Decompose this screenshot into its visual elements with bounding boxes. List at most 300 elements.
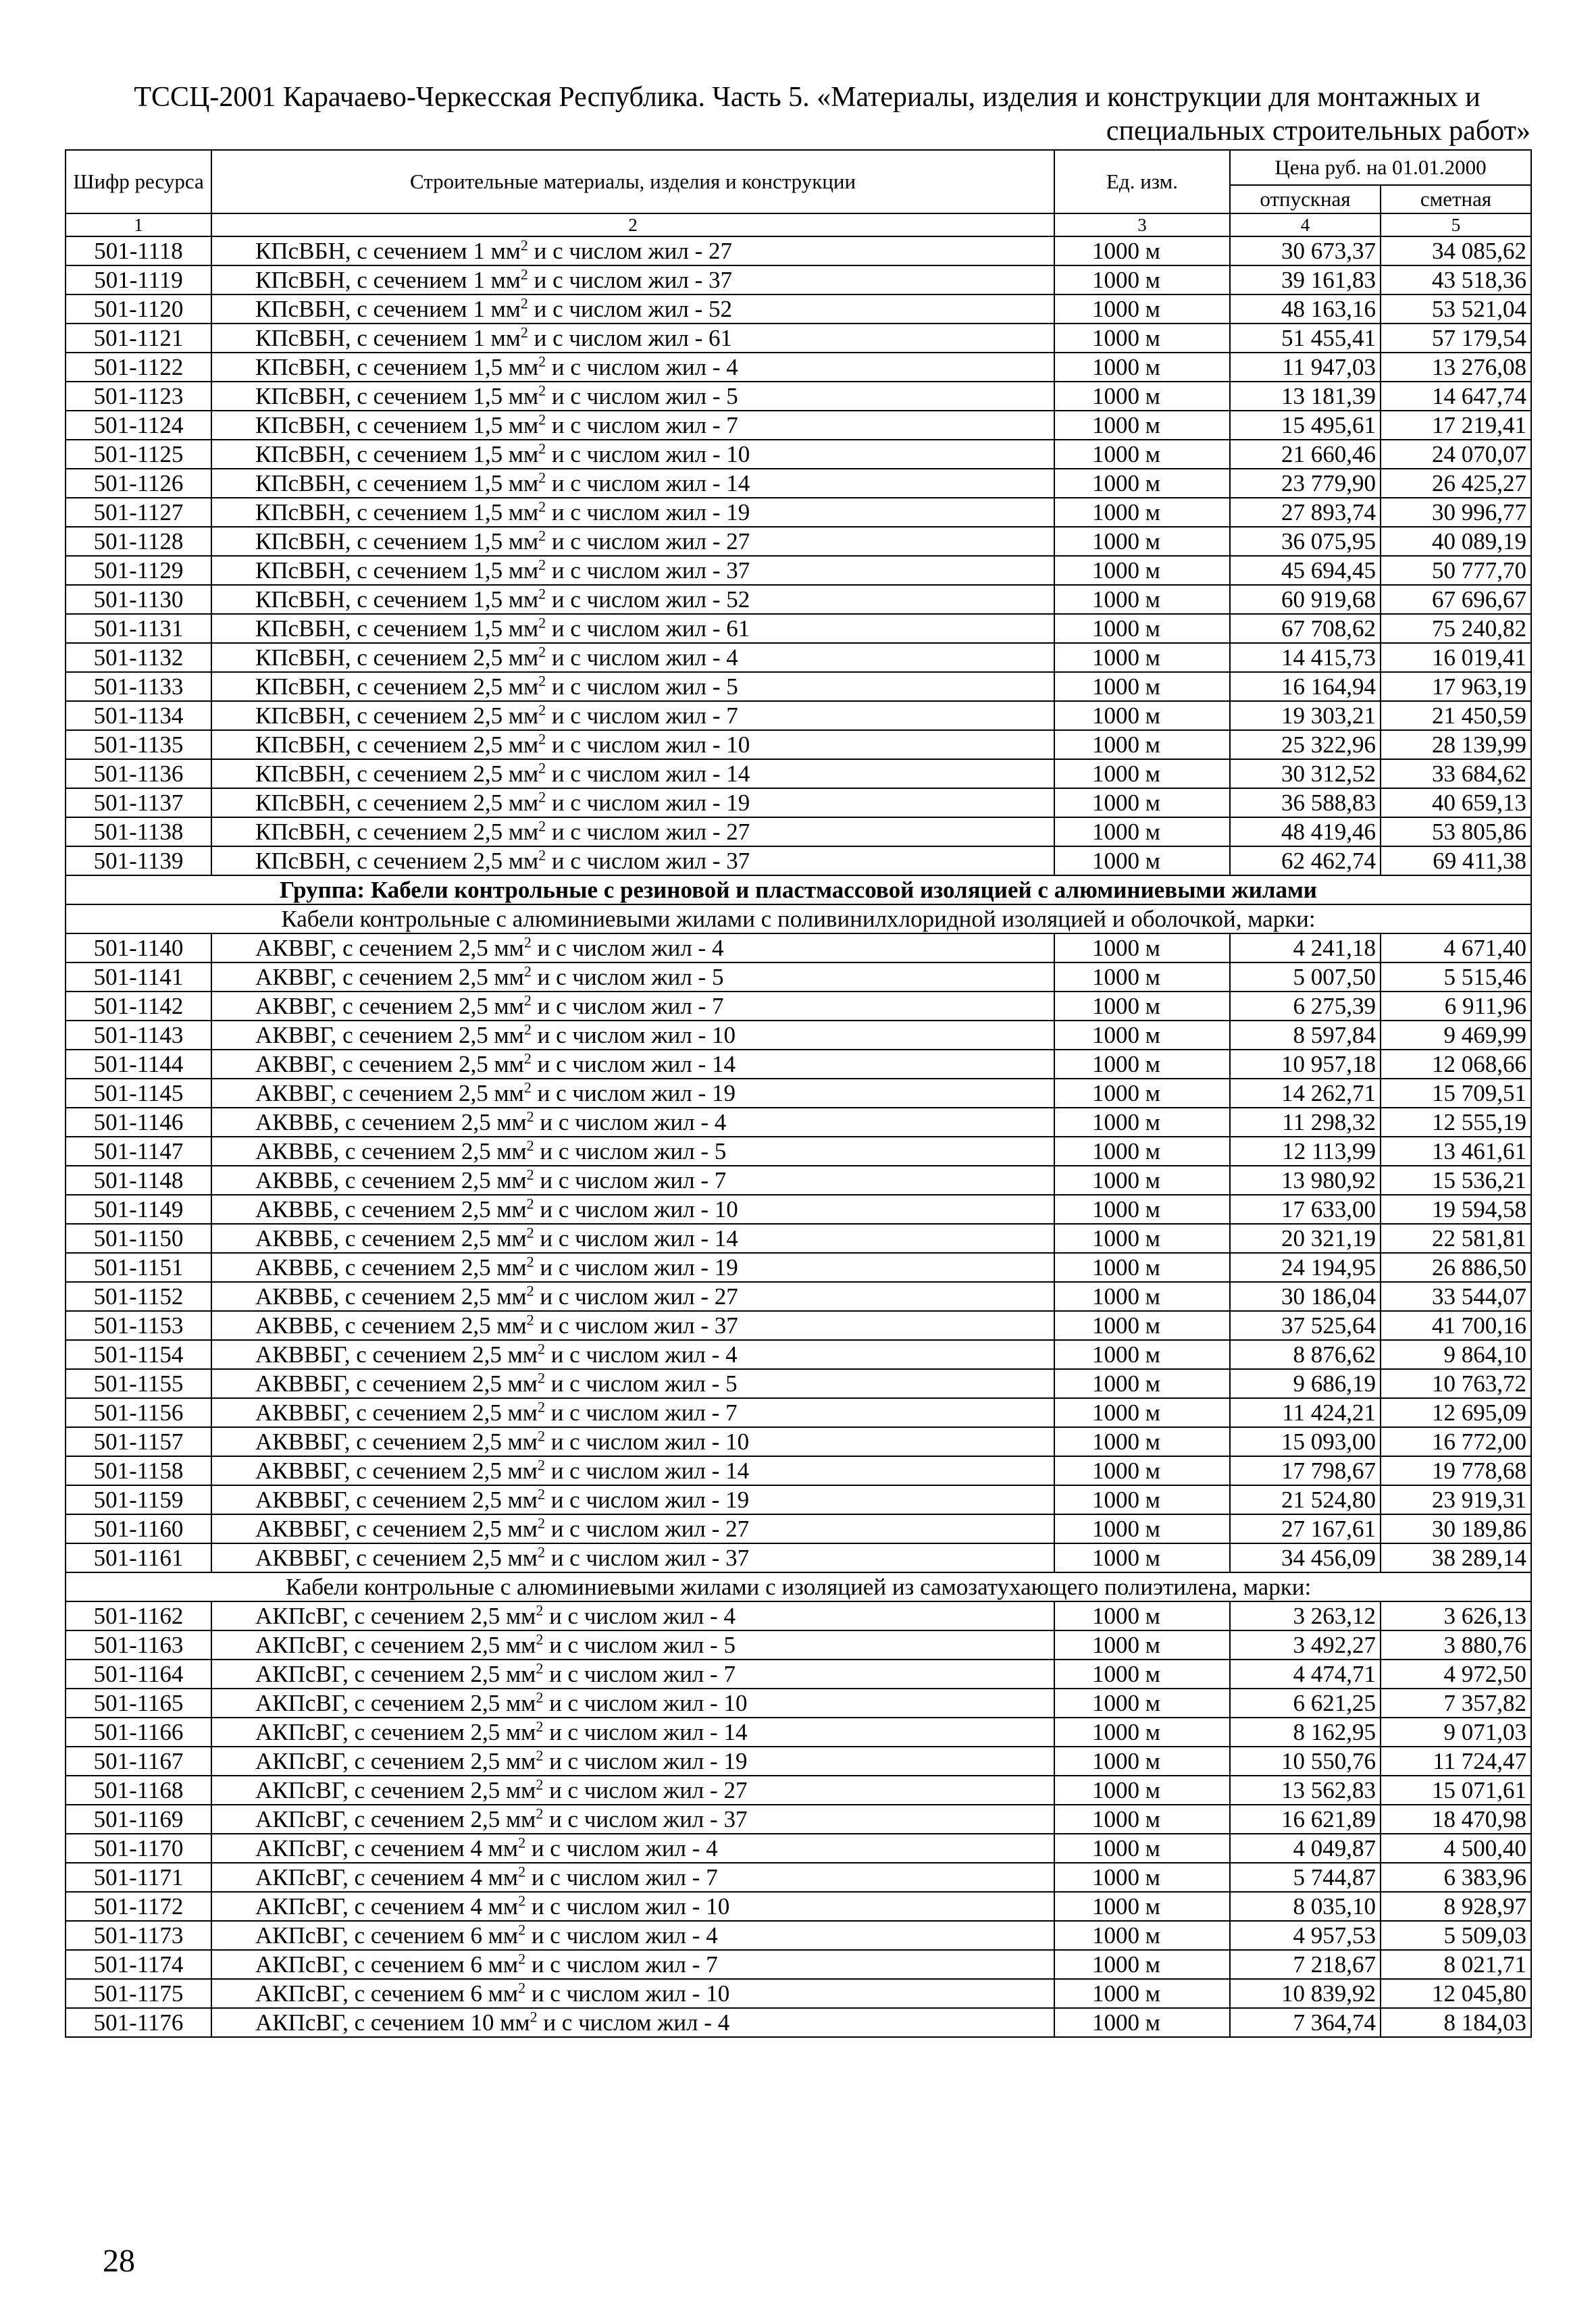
wholesale-price: 5 007,50 — [1230, 962, 1381, 992]
cores-count: 7 — [706, 1951, 718, 1978]
material-name — [211, 469, 1054, 498]
square-superscript: 2 — [537, 1456, 545, 1473]
square-superscript: 2 — [538, 498, 546, 515]
material-name — [211, 1282, 1054, 1311]
material-name — [211, 1369, 1054, 1398]
cores-label: и с числом жил - — [525, 1834, 706, 1861]
estimate-price: 5 509,03 — [1381, 1921, 1531, 1950]
cores-label: и с числом жил - — [544, 1428, 726, 1455]
square-superscript: 2 — [520, 294, 528, 311]
unit: 1000 м — [1054, 353, 1230, 382]
cores-count: 61 — [709, 324, 732, 351]
resource-code: 501-1148 — [66, 1166, 211, 1195]
material-name-text: КПсВБН, с сечением 1,5 мм — [255, 557, 539, 584]
square-superscript: 2 — [526, 1195, 534, 1212]
table-row — [66, 585, 1531, 614]
square-superscript: 2 — [520, 265, 528, 282]
wholesale-price: 62 462,74 — [1230, 846, 1381, 875]
cores-count: 14 — [714, 1225, 738, 1252]
unit: 1000 м — [1054, 846, 1230, 875]
table-row — [66, 1485, 1531, 1514]
material-name — [211, 1543, 1054, 1572]
cores-count: 4 — [714, 1108, 727, 1135]
unit: 1000 м — [1054, 236, 1230, 265]
material-name-text: АКПсВГ, с сечением 2,5 мм — [255, 1747, 536, 1774]
estimate-price: 26 886,50 — [1381, 1253, 1531, 1282]
unit: 1000 м — [1054, 701, 1230, 730]
cores-count: 52 — [709, 295, 732, 322]
wholesale-price: 5 744,87 — [1230, 1863, 1381, 1892]
cores-count: 61 — [726, 615, 750, 642]
material-name-text: АКВВГ, с сечением 2,5 мм — [255, 1050, 524, 1077]
estimate-price: 9 071,03 — [1381, 1718, 1531, 1747]
square-superscript: 2 — [526, 1253, 534, 1270]
material-name-text: АКВВГ, с сечением 2,5 мм — [255, 963, 524, 990]
resource-code: 501-1173 — [66, 1921, 211, 1950]
resource-code: 501-1121 — [66, 324, 211, 353]
material-name-text: АКПсВГ, с сечением 10 мм — [255, 2009, 530, 2036]
estimate-price: 67 696,67 — [1381, 585, 1531, 614]
estimate-price: 4 500,40 — [1381, 1834, 1531, 1863]
square-superscript: 2 — [538, 701, 546, 718]
material-name — [211, 2008, 1054, 2037]
unit: 1000 м — [1054, 1805, 1230, 1834]
cores-count: 37 — [726, 847, 750, 874]
cores-label: и с числом жил - — [546, 731, 727, 758]
resource-code: 501-1136 — [66, 759, 211, 788]
estimate-price: 9 469,99 — [1381, 1021, 1531, 1050]
material-name — [211, 1166, 1054, 1195]
table-row — [66, 469, 1531, 498]
cores-count: 4 — [726, 353, 738, 380]
material-name-text: АКПсВГ, с сечением 2,5 мм — [255, 1660, 536, 1687]
wholesale-price: 36 588,83 — [1230, 788, 1381, 817]
unit: 1000 м — [1054, 1456, 1230, 1485]
table-row — [66, 1747, 1531, 1776]
material-name-text: КПсВБН, с сечением 1,5 мм — [255, 469, 539, 496]
material-name-text: КПсВБН, с сечением 1,5 мм — [255, 528, 539, 555]
table-row — [66, 353, 1531, 382]
header-name: Строительные материалы, изделия и конструкции — [211, 150, 1054, 213]
table-row — [66, 817, 1531, 846]
square-superscript: 2 — [518, 1950, 526, 1967]
header-wholesale: отпускная — [1230, 185, 1381, 213]
resource-code: 501-1154 — [66, 1340, 211, 1369]
estimate-price: 16 772,00 — [1381, 1427, 1531, 1456]
estimate-price: 10 763,72 — [1381, 1369, 1531, 1398]
table-row — [66, 1137, 1531, 1166]
material-name-text: АКВВБ, с сечением 2,5 мм — [255, 1283, 527, 1310]
estimate-price: 23 919,31 — [1381, 1485, 1531, 1514]
square-superscript: 2 — [538, 759, 546, 776]
square-superscript: 2 — [538, 846, 546, 863]
estimate-price: 12 555,19 — [1381, 1108, 1531, 1137]
square-superscript: 2 — [538, 817, 546, 834]
resource-code: 501-1126 — [66, 469, 211, 498]
wholesale-price: 27 167,61 — [1230, 1514, 1381, 1543]
cores-label: и с числом жил - — [546, 440, 727, 467]
cores-count: 7 — [711, 992, 724, 1019]
table-row — [66, 1224, 1531, 1253]
cores-label: и с числом жил - — [546, 847, 727, 874]
estimate-price: 17 963,19 — [1381, 672, 1531, 701]
table-row — [66, 1253, 1531, 1282]
unit: 1000 м — [1054, 1282, 1230, 1311]
cores-label: и с числом жил - — [544, 1544, 726, 1571]
material-name — [211, 1514, 1054, 1543]
wholesale-price: 39 161,83 — [1230, 265, 1381, 294]
unit: 1000 м — [1054, 1718, 1230, 1747]
wholesale-price: 15 093,00 — [1230, 1427, 1381, 1456]
material-name — [211, 1427, 1054, 1456]
resource-code: 501-1153 — [66, 1311, 211, 1340]
resource-code: 501-1167 — [66, 1747, 211, 1776]
resource-code: 501-1120 — [66, 294, 211, 324]
unit: 1000 м — [1054, 759, 1230, 788]
material-name — [211, 1340, 1054, 1369]
material-name — [211, 643, 1054, 672]
estimate-price: 34 085,62 — [1381, 236, 1531, 265]
cores-count: 10 — [726, 731, 750, 758]
estimate-price: 4 671,40 — [1381, 933, 1531, 962]
material-name — [211, 1747, 1054, 1776]
wholesale-price: 17 798,67 — [1230, 1456, 1381, 1485]
wholesale-price: 67 708,62 — [1230, 614, 1381, 643]
cores-label: и с числом жил - — [527, 295, 709, 322]
material-name-text: АКВВБГ, с сечением 2,5 мм — [255, 1544, 538, 1571]
material-name-text: АКПсВГ, с сечением 2,5 мм — [255, 1718, 536, 1745]
unit: 1000 м — [1054, 1689, 1230, 1718]
resource-code: 501-1166 — [66, 1718, 211, 1747]
unit: 1000 м — [1054, 1137, 1230, 1166]
cores-label: и с числом жил - — [544, 1515, 726, 1542]
cores-count: 14 — [723, 1718, 748, 1745]
unit: 1000 м — [1054, 1021, 1230, 1050]
unit: 1000 м — [1054, 672, 1230, 701]
unit: 1000 м — [1054, 1485, 1230, 1514]
material-name — [211, 730, 1054, 759]
table-row — [66, 933, 1531, 962]
wholesale-price: 16 164,94 — [1230, 672, 1381, 701]
group-heading-row — [66, 875, 1531, 904]
estimate-price: 41 700,16 — [1381, 1311, 1531, 1340]
material-name-text: АКПсВГ, с сечением 6 мм — [255, 1922, 519, 1949]
material-name-text: КПсВБН, с сечением 1,5 мм — [255, 586, 539, 613]
wholesale-price: 3 492,27 — [1230, 1630, 1381, 1660]
square-superscript: 2 — [523, 933, 532, 950]
wholesale-price: 13 562,83 — [1230, 1776, 1381, 1805]
table-row — [66, 1805, 1531, 1834]
square-superscript: 2 — [526, 1166, 534, 1183]
wholesale-price: 45 694,45 — [1230, 556, 1381, 585]
unit: 1000 м — [1054, 1630, 1230, 1660]
resource-code: 501-1176 — [66, 2008, 211, 2037]
table-row — [66, 1601, 1531, 1630]
resource-code: 501-1128 — [66, 527, 211, 556]
resource-code: 501-1170 — [66, 1834, 211, 1863]
square-superscript: 2 — [523, 992, 532, 1008]
resource-code: 501-1157 — [66, 1427, 211, 1456]
unit: 1000 м — [1054, 1950, 1230, 1979]
table-row — [66, 962, 1531, 992]
cores-label: и с числом жил - — [546, 789, 727, 816]
unit: 1000 м — [1054, 962, 1230, 992]
unit: 1000 м — [1054, 1224, 1230, 1253]
cores-count: 4 — [711, 934, 724, 961]
wholesale-price: 34 456,09 — [1230, 1543, 1381, 1572]
material-name-text: АКВВГ, с сечением 2,5 мм — [255, 1079, 524, 1106]
table-row — [66, 1456, 1531, 1485]
cores-label: и с числом жил - — [546, 411, 727, 438]
unit: 1000 м — [1054, 469, 1230, 498]
cores-label: и с числом жил - — [534, 1254, 715, 1281]
resource-code: 501-1131 — [66, 614, 211, 643]
material-name-text: КПсВБН, с сечением 2,5 мм — [255, 673, 539, 700]
resource-code: 501-1172 — [66, 1892, 211, 1921]
resource-code: 501-1135 — [66, 730, 211, 759]
square-superscript: 2 — [536, 1805, 544, 1822]
cores-label: и с числом жил - — [546, 673, 727, 700]
wholesale-price: 4 957,53 — [1230, 1921, 1381, 1950]
resource-code: 501-1150 — [66, 1224, 211, 1253]
cores-label: и с числом жил - — [534, 1137, 715, 1164]
estimate-price: 3 626,13 — [1381, 1601, 1531, 1630]
estimate-price: 50 777,70 — [1381, 556, 1531, 585]
resource-code: 501-1152 — [66, 1282, 211, 1311]
cores-count: 37 — [726, 557, 750, 584]
unit: 1000 м — [1054, 1253, 1230, 1282]
cores-label: и с числом жил - — [525, 1893, 706, 1920]
table-row — [66, 701, 1531, 730]
material-name — [211, 1979, 1054, 2008]
estimate-price: 16 019,41 — [1381, 643, 1531, 672]
material-name — [211, 1050, 1054, 1079]
table-row — [66, 1776, 1531, 1805]
resource-code: 501-1127 — [66, 498, 211, 527]
resource-code: 501-1165 — [66, 1689, 211, 1718]
estimate-price: 4 972,50 — [1381, 1660, 1531, 1689]
table-row — [66, 1282, 1531, 1311]
unit: 1000 м — [1054, 440, 1230, 469]
estimate-price: 6 911,96 — [1381, 992, 1531, 1021]
material-name-text: КПсВБН, с сечением 1,5 мм — [255, 498, 539, 525]
cores-label: и с числом жил - — [537, 2009, 718, 2036]
material-name-text: КПсВБН, с сечением 1,5 мм — [255, 615, 539, 642]
cores-label: и с числом жил - — [527, 266, 709, 293]
square-superscript: 2 — [538, 411, 546, 428]
material-name-text: АКПсВГ, с сечением 2,5 мм — [255, 1631, 536, 1658]
header-price: Цена руб. на 01.01.2000 — [1230, 150, 1531, 185]
table-row — [66, 1311, 1531, 1340]
cores-count: 5 — [714, 1137, 727, 1164]
material-name-text: АКВВБ, с сечением 2,5 мм — [255, 1108, 527, 1135]
material-name-text: КПсВБН, с сечением 1 мм — [255, 266, 521, 293]
cores-count: 4 — [723, 1602, 736, 1629]
table-row — [66, 498, 1531, 527]
unit: 1000 м — [1054, 933, 1230, 962]
document-title: ТССЦ-2001 Карачаево-Черкесская Республика. Часть 5. «Материалы, изделия и конструкции для монтажных и — [134, 82, 1481, 113]
resource-code: 501-1143 — [66, 1021, 211, 1050]
resource-code: 501-1125 — [66, 440, 211, 469]
resource-code: 501-1137 — [66, 788, 211, 817]
estimate-price: 30 996,77 — [1381, 498, 1531, 527]
cores-label: и с числом жил - — [543, 1776, 724, 1803]
material-name-text: КПсВБН, с сечением 2,5 мм — [255, 644, 539, 671]
estimate-price: 7 357,82 — [1381, 1689, 1531, 1718]
wholesale-price: 13 181,39 — [1230, 382, 1381, 411]
square-superscript: 2 — [538, 382, 546, 398]
estimate-price: 69 411,38 — [1381, 846, 1531, 875]
estimate-price: 3 880,76 — [1381, 1630, 1531, 1660]
square-superscript: 2 — [537, 1485, 545, 1502]
wholesale-price: 30 673,37 — [1230, 236, 1381, 265]
resource-code: 501-1139 — [66, 846, 211, 875]
table-row — [66, 1166, 1531, 1195]
cores-label: и с числом жил - — [531, 934, 712, 961]
cores-count: 27 — [726, 818, 750, 845]
material-name-text: АКПсВГ, с сечением 2,5 мм — [255, 1805, 536, 1832]
table-row — [66, 527, 1531, 556]
estimate-price: 15 536,21 — [1381, 1166, 1531, 1195]
cores-label: и с числом жил - — [543, 1602, 724, 1629]
material-name-text: АКВВГ, с сечением 2,5 мм — [255, 992, 524, 1019]
material-name-text: АКПсВГ, с сечением 2,5 мм — [255, 1776, 536, 1803]
square-superscript: 2 — [523, 1050, 532, 1066]
table-row — [66, 1050, 1531, 1079]
material-name — [211, 1485, 1054, 1514]
estimate-price: 18 470,98 — [1381, 1805, 1531, 1834]
square-superscript: 2 — [526, 1137, 534, 1154]
material-name — [211, 236, 1054, 265]
material-name — [211, 817, 1054, 846]
table-row — [66, 1834, 1531, 1863]
unit: 1000 м — [1054, 2008, 1230, 2037]
square-superscript: 2 — [538, 672, 546, 689]
cores-count: 10 — [711, 1021, 736, 1048]
material-name — [211, 1718, 1054, 1747]
estimate-price: 33 544,07 — [1381, 1282, 1531, 1311]
cores-count: 27 — [726, 528, 750, 555]
unit: 1000 м — [1054, 1369, 1230, 1398]
unit: 1000 м — [1054, 1166, 1230, 1195]
resource-code: 501-1171 — [66, 1863, 211, 1892]
resource-code: 501-1118 — [66, 236, 211, 265]
material-name — [211, 1921, 1054, 1950]
wholesale-price: 15 495,61 — [1230, 411, 1381, 440]
square-superscript: 2 — [538, 788, 546, 805]
header-number-1: 1 — [66, 213, 211, 236]
cores-label: и с числом жил - — [527, 237, 709, 264]
material-name-text: КПсВБН, с сечением 2,5 мм — [255, 731, 539, 758]
wholesale-price: 6 621,25 — [1230, 1689, 1381, 1718]
wholesale-price: 30 312,52 — [1230, 759, 1381, 788]
table-row — [66, 1340, 1531, 1369]
cores-count: 10 — [706, 1980, 730, 2007]
cores-count: 37 — [725, 1544, 750, 1571]
material-name — [211, 788, 1054, 817]
wholesale-price: 6 275,39 — [1230, 992, 1381, 1021]
cores-count: 5 — [726, 673, 738, 700]
cores-label: и с числом жил - — [546, 469, 727, 496]
cores-label: и с числом жил - — [531, 1079, 712, 1106]
estimate-price: 13 276,08 — [1381, 353, 1531, 382]
wholesale-price: 11 298,32 — [1230, 1108, 1381, 1137]
table-row — [66, 1543, 1531, 1572]
resource-code: 501-1138 — [66, 817, 211, 846]
table-row — [66, 440, 1531, 469]
wholesale-price: 14 415,73 — [1230, 643, 1381, 672]
square-superscript: 2 — [538, 556, 546, 573]
cores-count: 19 — [714, 1254, 738, 1281]
header-number-5: 5 — [1381, 213, 1531, 236]
table-row — [66, 1630, 1531, 1660]
resource-code: 501-1156 — [66, 1398, 211, 1427]
unit: 1000 м — [1054, 1660, 1230, 1689]
material-name-text: КПсВБН, с сечением 1,5 мм — [255, 411, 539, 438]
square-superscript: 2 — [518, 1863, 526, 1880]
cores-label: и с числом жил - — [531, 963, 712, 990]
cores-count: 52 — [726, 586, 750, 613]
square-superscript: 2 — [538, 585, 546, 602]
material-name — [211, 1137, 1054, 1166]
square-superscript: 2 — [537, 1514, 545, 1531]
table-row — [66, 1079, 1531, 1108]
estimate-price: 17 219,41 — [1381, 411, 1531, 440]
material-name — [211, 933, 1054, 962]
material-name — [211, 1398, 1054, 1427]
wholesale-price: 9 686,19 — [1230, 1369, 1381, 1398]
unit: 1000 м — [1054, 1514, 1230, 1543]
cores-count: 7 — [726, 702, 738, 729]
resource-code: 501-1174 — [66, 1950, 211, 1979]
cores-count: 10 — [725, 1428, 750, 1455]
cores-count: 14 — [726, 760, 750, 787]
cores-count: 27 — [723, 1776, 748, 1803]
cores-label: и с числом жил - — [525, 1863, 706, 1891]
resource-code: 501-1146 — [66, 1108, 211, 1137]
unit: 1000 м — [1054, 1747, 1230, 1776]
material-name — [211, 265, 1054, 294]
table-body — [66, 236, 1531, 2037]
header-estimate: сметная — [1381, 185, 1531, 213]
table-row — [66, 1979, 1531, 2008]
square-superscript: 2 — [518, 1834, 526, 1851]
cores-count: 4 — [717, 2009, 730, 2036]
cores-count: 10 — [714, 1195, 738, 1223]
cores-count: 5 — [726, 382, 738, 409]
unit: 1000 м — [1054, 1398, 1230, 1427]
material-name — [211, 1195, 1054, 1224]
cores-label: и с числом жил - — [546, 557, 727, 584]
resource-code: 501-1149 — [66, 1195, 211, 1224]
material-name-text: КПсВБН, с сечением 1 мм — [255, 324, 521, 351]
cores-label: и с числом жил - — [546, 353, 727, 380]
unit: 1000 м — [1054, 1979, 1230, 2008]
cores-label: и с числом жил - — [534, 1283, 715, 1310]
material-name — [211, 1834, 1054, 1863]
unit: 1000 м — [1054, 1340, 1230, 1369]
estimate-price: 8 021,71 — [1381, 1950, 1531, 1979]
material-name-text: АКВВБ, с сечением 2,5 мм — [255, 1254, 527, 1281]
wholesale-price: 25 322,96 — [1230, 730, 1381, 759]
unit: 1000 м — [1054, 1079, 1230, 1108]
material-name-text: АКВВГ, с сечением 2,5 мм — [255, 934, 524, 961]
material-name — [211, 1892, 1054, 1921]
cores-count: 37 — [723, 1805, 748, 1832]
material-name-text: АКПсВГ, с сечением 2,5 мм — [255, 1689, 536, 1716]
unit: 1000 м — [1054, 643, 1230, 672]
material-name — [211, 962, 1054, 992]
